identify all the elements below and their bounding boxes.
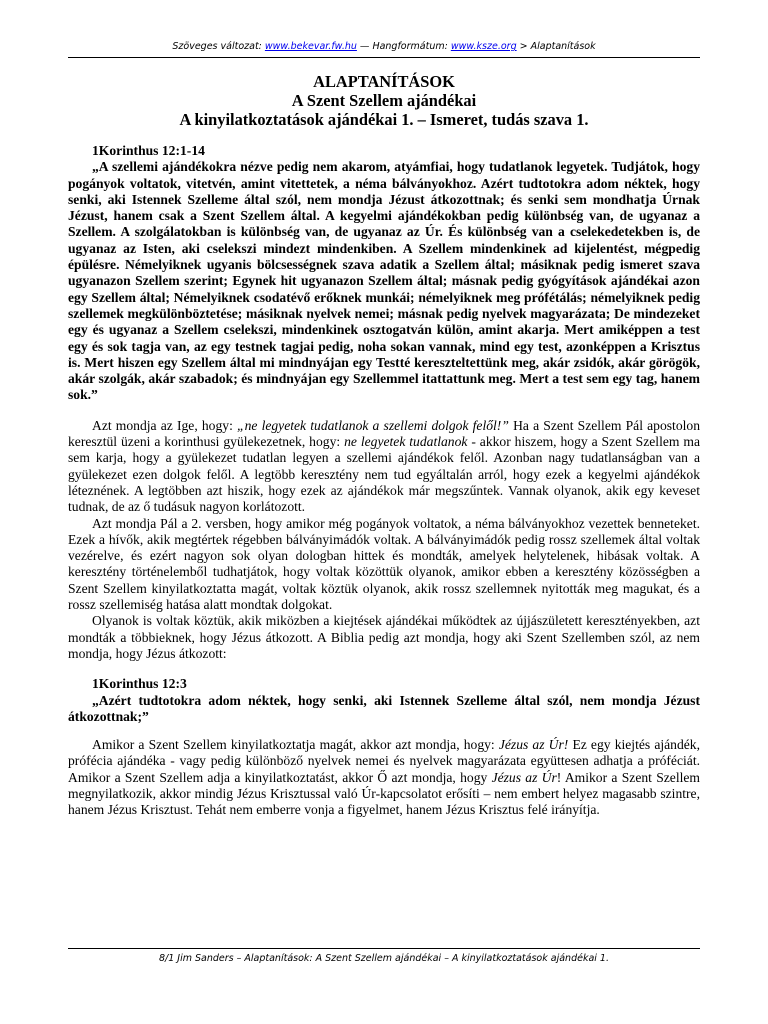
header-prefix: Szöveges változat:	[172, 41, 265, 52]
text-run: Ez egy kiejtés ajándék, prófécia ajándéka - vagy pedig különböző nyelvek nemei és nyelvek magyarázata együttesen adhatja a próféciát. Amikor a Szent Szellem adja a kinyilatkoztatást, akkor Ő azt mondja, hogy	[68, 737, 700, 785]
page-header	[68, 40, 700, 58]
paragraph	[68, 737, 700, 818]
ksze-link[interactable]: www.ksze.org	[450, 41, 517, 52]
italic-quote: „ne legyetek tudatlanok a szellemi dolgok felől!”	[237, 417, 509, 433]
bekevar-link[interactable]: www.bekevar.fw.hu	[264, 41, 357, 52]
page-subtitle-2: A kinyilatkoztatások ajándékai 1. – Ismeret, tudás szava 1.	[179, 110, 589, 129]
scripture-reference: 1Korinthus 12:3	[92, 676, 187, 692]
header-middle: — Hangformátum:	[356, 41, 451, 52]
scripture-quote: „Azért tudtotokra adom néktek, hogy senki, aki Istennek Szelleme által szól, nem mondja Jézust átkozottnak;”	[68, 692, 700, 724]
text-run: - akkor hiszem, hogy a Szent Szellem ma sem karja, hogy a gyülekezet tudatlan legyen a szellemi ajándékok felől. Azonban nagy tudatlanságban van a gyülekezet ezen dolgok felől. A legtöbb keresztény nem tud egyáltalán arról, hogy ezek a kegyelmi ajándékok léteznének. A legtöbben azt hiszik, hogy ezek az ajándékok már megszűntek. Vannak olyanok, akik egy keveset tudnak, de az ő tudásuk nagyon korlátozott.	[68, 434, 700, 515]
paragraph: Olyanok is voltak köztük, akik miközben a kiejtések ajándékai működtek az újjászületett keresztényekben, azt mondták a többieknek, hogy Jézus átkozott. A Biblia pedig azt mondja, hogy aki Szent Szellemben szól, az nem mondja, hogy Jézus átkozott:	[68, 613, 700, 661]
italic-quote: Jézus az Úr	[491, 769, 557, 785]
document-body	[68, 72, 700, 819]
scripture-quote: „A szellemi ajándékokra nézve pedig nem akarom, atyámfiai, hogy tudatlanok legyetek. Tudjátok, hogy pogányok voltatok, vitetvén, amint vitettetek, a néma bálványokhoz. Azért tudtotokra adom néktek, hogy senki, aki Istennek Szelleme által szól, nem mondja Jézust átkozottnak; és senki sem mondhatja Úrnak Jézust, hanem csak a Szent Szellem által. A kegyelmi ajándékokban pedig különbség van, de ugyanaz a Szellem. A szolgálatokban is különbség van, de ugyanaz az Úr. És különbség van a cselekedetekben is, de ugyanaz az Isten, aki cselekszi mindezt mindenkiben. A Szellem mindenkinek ad kijelentést, mégpedig épülésre. Némelyiknek ugyanis bölcsességnek szava adatik a Szellem által; másiknak pedig ismeret szava ugyanazon Szellem szerint; Egynek hit ugyanazon Szellem által; másnak pedig gyógyítások ajándékai azon egy Szellem által; Némelyiknek csodatévő erőknek munkái; némelyiknek meg prófétálás; némelyiknek pedig szellemek megkülönböztetése; másiknak nyelvek nemei; másnak pedig nyelvek magyarázata; De mindezeket egy és ugyanaz a Szellem cselekszi, mindenkinek osztogatván külön, amint akarja. Mert amiképpen a test egy és sok tagja van, az egy testnek tagjai pedig, noha sokan vannak, mind egy test, azonképpen a Krisztus is. Mert hiszen egy Szellem által mi mindnyájan egy Testté kereszteltettünk meg, akár zsidók, akár görögök, akár szolgák, akár szabadok; és mindnyájan egy Szellemmel itattattunk meg. Mert a test sem egy tag, hanem sok.”	[68, 159, 700, 403]
page-title: ALAPTANÍTÁSOK	[313, 72, 455, 91]
paragraph	[68, 418, 700, 516]
text-run: ! Amikor a Szent Szellem megnyilatkozik, akkor mindig Jézus Krisztussal való Úr-kapcsolatot erősíti – nem embert helyez magasabb szintre, hanem Jézus Krisztust. Tehát nem emberre vonja a figyelmet, hanem Jézus Krisztus felé irányítja.	[68, 769, 700, 818]
text-run: Ha a Szent Szellem Pál apostolon keresztül üzeni a korinthusi gyülekezetnek, hogy:	[68, 417, 700, 450]
italic-quote: Jézus az Úr!	[498, 737, 569, 753]
text-run: Amikor a Szent Szellem kinyilatkoztatja magát, akkor azt mondja, hogy:	[92, 737, 499, 753]
page-footer: 8/1 Jim Sanders – Alaptanítások: A Szent Szellem ajándékai – A kinyilatkoztatások ajándékai 1.	[68, 948, 700, 964]
header-suffix: > Alaptanítások	[516, 41, 596, 52]
scripture-reference: 1Korinthus 12:1-14	[92, 143, 205, 158]
italic-quote: ne legyetek tudatlanok	[344, 434, 468, 450]
page-subtitle: A Szent Szellem ajándékai	[291, 91, 477, 110]
text-run: Azt mondja az Ige, hogy:	[92, 417, 238, 433]
paragraph: Azt mondja Pál a 2. versben, hogy amikor még pogányok voltatok, a néma bálványokhoz vezettek benneteket. Ezek a hívők, akik megtértek régebben bálványimádók voltak. A bálványimádók pedig rossz szellemek által voltak vezérelve, és ezért nagyon sok olyan dologban hittek és mondták, amelyek helytelenek, hibásak voltak. A keresztény történelemből tudhatjátok, hogy voltak közöttük olyanok, amikor ebben a keresztény közösségben a Szent Szellem kinyilatkoztatta magát, voltak köztük olyanok, akik rossz szellemnek nyitották meg magukat, és a rossz szellemiség hatása alatt mondtak dolgokat.	[68, 515, 700, 613]
